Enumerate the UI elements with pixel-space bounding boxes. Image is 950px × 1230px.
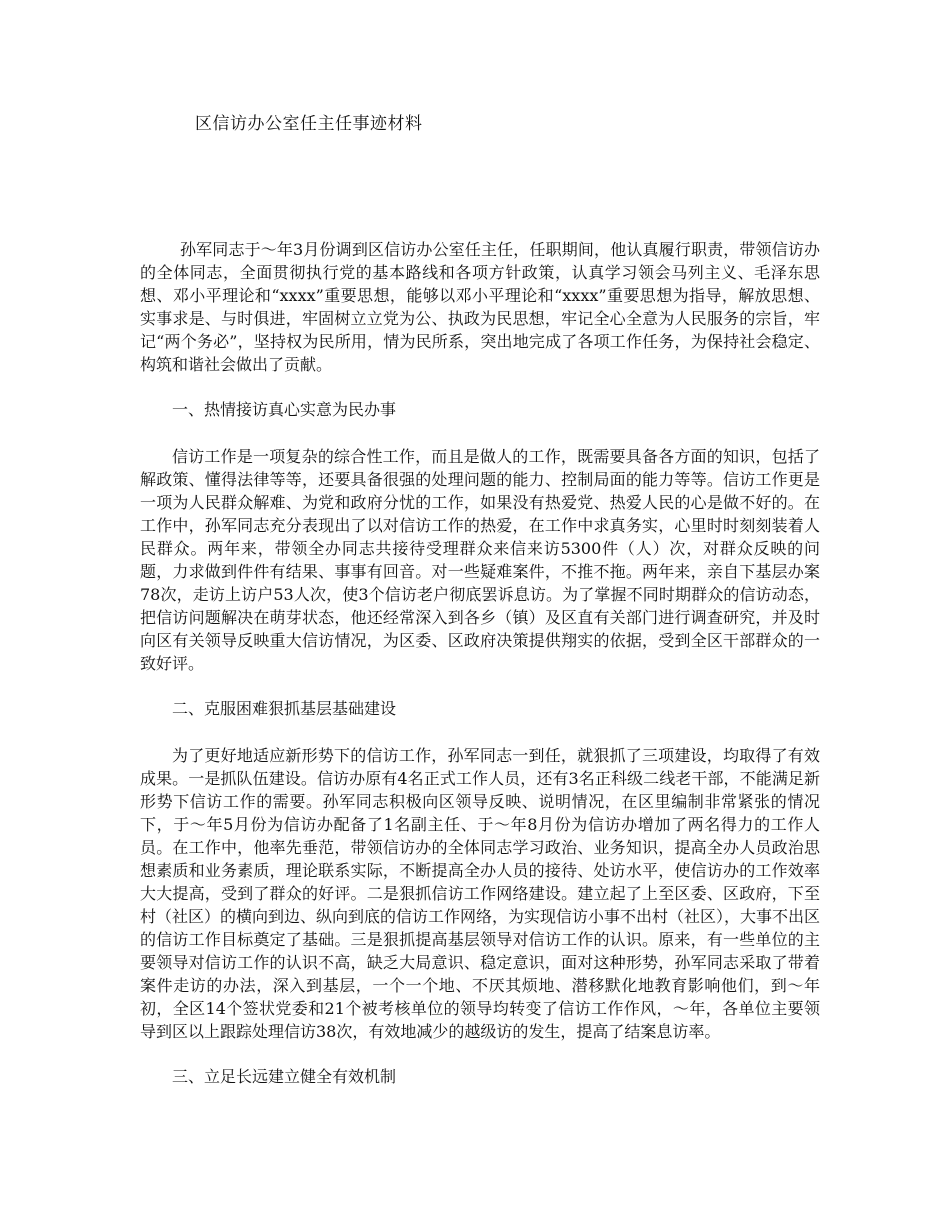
section-2-paragraph: 为了更好地适应新形势下的信访工作，孙军同志一到任，就狠抓了三项建设，均取得了有效成果。一是抓队伍建设。信访办原有4名正式工作人员，还有3名正科级二线老干部，不能满足新形势下信访工作的需要。孙军同志积极向区领导反映、说明情况，在区里编制非常紧张的情况下，于～年5月份为信访办配备了1名副主任、于～年8月份为信访办增加了两名得力的工作人员。在工作中，他率先垂范，带领信访办的全体同志学习政治、业务知识，提高全办人员政治思想素质和业务素质，理论联系实际，不断提高全办人员的接待、处访水平，使信访办的工作效率大大提高，受到了群众的好评。二是狠抓信访工作网络建设。建立起了上至区委、区政府，下至村（社区）的横向到边、纵向到底的信访工作网络，为实现信访小事不出村（社区），大事不出区的信访工作目标奠定了基础。三是狠抓提高基层领导对信访工作的认识。原来，有一些单位的主要领导对信访工作的认识不高，缺乏大局意识、稳定意识，面对这种形势，孙军同志采取了带着案件走访的办法，深入到基层，一个一个地、不厌其烦地、潜移默化地教育影响他们，到～年初，全区14个签状党委和21个被考核单位的领导均转变了信访工作作风，～年，各单位主要领导到区以上跟踪处理信访38次，有效地减少的越级访的发生，提高了结案息访率。: [140, 746, 821, 1041]
document-title: 区信访办公室任主任事迹材料: [195, 114, 423, 134]
intro-paragraph: 孙军同志于～年3月份调到区信访办公室任主任，任职期间，他认真履行职责，带领信访办的全体同志，全面贯彻执行党的基本路线和各项方针政策，认真学习领会马列主义、毛泽东思想、邓小平理论和“xxxx”重要思想，能够以邓小平理论和“xxxx”重要思想为指导，解放思想、实事求是、与时俱进，牢固树立立党为公、执政为民思想，牢记全心全意为人民服务的宗旨，牢记“两个务必”，坚持权为民所用，情为民所系，突出地完成了各项工作任务，为保持社会稳定、构筑和谐社会做出了贡献。: [140, 240, 820, 374]
section-2-heading: 二、克服困难狠抓基层基础建设: [172, 699, 397, 718]
document-body: [140, 238, 820, 1088]
section-1-paragraph: 信访工作是一项复杂的综合性工作，而且是做人的工作，既需要具备各方面的知识，包括了解政策、懂得法律等等，还要具备很强的处理问题的能力、控制局面的能力等等。信访工作更是一项为人民群众解难、为党和政府分忧的工作，如果没有热爱党、热爱人民的心是做不好的。在工作中，孙军同志充分表现出了以对信访工作的热爱，在工作中求真务实，心里时时刻刻装着人民群众。两年来，带领全办同志共接待受理群众来信来访5300件（人）次，对群众反映的问题，力求做到件件有结果、事事有回音。对一些疑难案件，不推不拖。两年来，亲自下基层办案78次，走访上访户53人次，使3个信访老户彻底罢诉息访。为了掌握不同时期群众的信访动态，把信访问题解决在萌芽状态，他还经常深入到各乡（镇）及区直有关部门进行调查研究，并及时向区有关领导反映重大信访情况，为区委、区政府决策提供翔实的依据，受到全区干部群众的一致好评。: [140, 447, 820, 673]
section-3-heading: 三、立足长远建立健全有效机制: [172, 1067, 397, 1086]
section-1-heading: 一、热情接访真心实意为民办事: [172, 400, 397, 419]
